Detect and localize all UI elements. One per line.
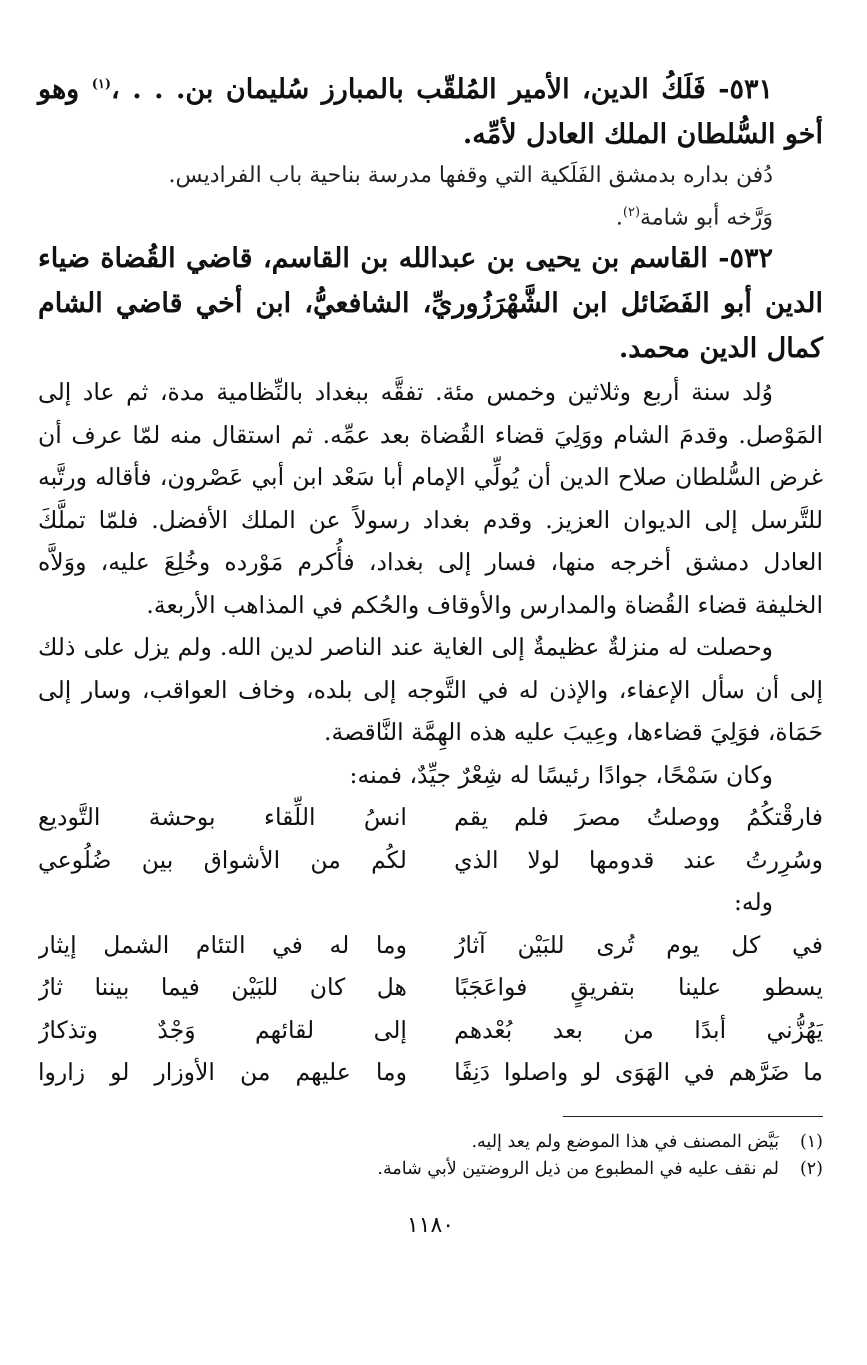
- entry-531-text-2-end: .: [615, 205, 623, 231]
- hemistich-second: هل كان للبَيْن فيما بيننا ثارُ: [38, 973, 407, 1002]
- hemistich-first: ما ضَرَّهم في الهَوَى لو واصلوا دَنِفًا: [454, 1058, 823, 1087]
- entry-531-text-2-main: وَرَّخه أبو شامة: [640, 205, 773, 231]
- poem-1: [38, 796, 823, 881]
- entry-531-heading-cont: وهو أخو السُّلطان الملك العادل لأمِّه.: [38, 74, 823, 150]
- hemistich-second: وما له في التئام الشمل إيثار: [38, 930, 407, 959]
- entry-531-heading-text: ٥٣١- فَلَكُ الدين، الأمير المُلقّب بالمبارز سُليمان بن. . . ،: [111, 74, 773, 105]
- hemistich-first: فارقْتكُمُ ووصلتُ مصرَ فلم يقم: [454, 803, 823, 832]
- entry-532-paragraph-1: وُلد سنة أربع وثلاثين وخمس مئة. تفقَّه ببغداد بالنِّظامية مدة، ثم عاد إلى المَوْصل. وقدمَ الشام ووَلِيَ قضاء القُضاة بعد عمِّه. ثم استقال منه لمّا عرف أن غرض السُّلطان صلاح الدين أن يُولِّي الإمام أبا سَعْد ابن أبي عَصْرون، فأقاله ورتَّبه للتَّرسل إلى الديوان العزيز. وقدم بغداد رسولاً عن الملك الأفضل. فلمّا تملَّكَ العادل دمشق أخرجه منها، فسار إلى بغداد، فأُكرم مَوْرده وخُلِعَ عليه، ووَلاَّه الخليفة قضاء القُضاة والمدارس والأوقاف والحُكم في المذاهب الأربعة.: [38, 378, 823, 619]
- entry-531-heading: [38, 62, 823, 157]
- hemistich-first: يسطو علينا بتفريقٍ فواعَجَبًا: [454, 973, 823, 1002]
- footnote-1: [38, 1129, 823, 1156]
- footnote-ref-2: (٢): [622, 205, 641, 220]
- poem-2-verse: [38, 966, 823, 1009]
- entry-532-heading: ٥٣٢- القاسم بن يحيى بن عبدالله بن القاسم، قاضي القُضاة ضياء الدين أبو الفَضَائل ابن الشَّهْرَزُوريِّ، الشافعيُّ، ابن أخي قاضي الشام كمال الدين محمد.: [38, 243, 823, 365]
- poem-2-verse: [38, 924, 823, 967]
- hemistich-first: في كل يوم تُرى للبَيْن آثارُ: [454, 930, 823, 959]
- poem-2: [38, 924, 823, 1094]
- footnote-1-text: بَيَّض المصنف في هذا الموضع ولم يعد إليه.: [471, 1131, 779, 1152]
- poem-2-cue: وله:: [733, 888, 773, 917]
- footnote-2-text: لم نقف عليه في المطبوع من ذيل الروضتين لأبي شامة.: [377, 1158, 779, 1179]
- footnote-1-number: (١): [799, 1131, 823, 1152]
- entry-531-text-1: دُفن بداره بدمشق الفَلَكية التي وقفها مدرسة بناحية باب الفراديس.: [168, 163, 773, 188]
- poem-2-verse: [38, 1009, 823, 1052]
- footnote-ref-1: (١): [91, 77, 112, 92]
- footnote-2: [38, 1156, 823, 1183]
- hemistich-second: إلى لقائهم وَجْدٌ وتذكارُ: [38, 1015, 407, 1044]
- page-number: ١١٨٠: [406, 1212, 455, 1238]
- footnote-2-number: (٢): [799, 1158, 823, 1179]
- hemistich-second: وما عليهم من الأوزار لو زاروا: [38, 1058, 407, 1087]
- hemistich-second: لكُم من الأشواق بين ضُلُوعي: [38, 845, 407, 874]
- hemistich-first: يَهُزُّني أبدًا من بعد بُعْدهم: [454, 1015, 823, 1044]
- poem-1-verse: [38, 839, 823, 882]
- footnote-divider: [563, 1116, 823, 1117]
- poem-2-verse: [38, 1051, 823, 1094]
- entry-531-text-2: [38, 194, 823, 236]
- hemistich-second: انسُ اللِّقاء بوحشة التَّوديع: [38, 803, 407, 832]
- entry-532-paragraph-3: وكان سَمْحًا، جوادًا رئيسًا له شِعْرٌ جيِّدٌ، فمنه:: [349, 760, 773, 789]
- poem-1-verse: [38, 796, 823, 839]
- footnotes: [38, 1129, 823, 1183]
- entry-532-paragraph-2: وحصلت له منزلةٌ عظيمةٌ إلى الغاية عند الناصر لدين الله. ولم يزل على ذلك إلى أن سأل الإعفاء، والإذن له في التَّوجه إلى بلده، وخاف العواقب، وسار إلى حَمَاة، فوَلِيَ قضاءها، وعِيبَ عليه هذه الهِمَّة النَّاقصة.: [38, 633, 823, 747]
- hemistich-first: وسُرِرتُ عند قدومها لولا الذي: [454, 845, 823, 874]
